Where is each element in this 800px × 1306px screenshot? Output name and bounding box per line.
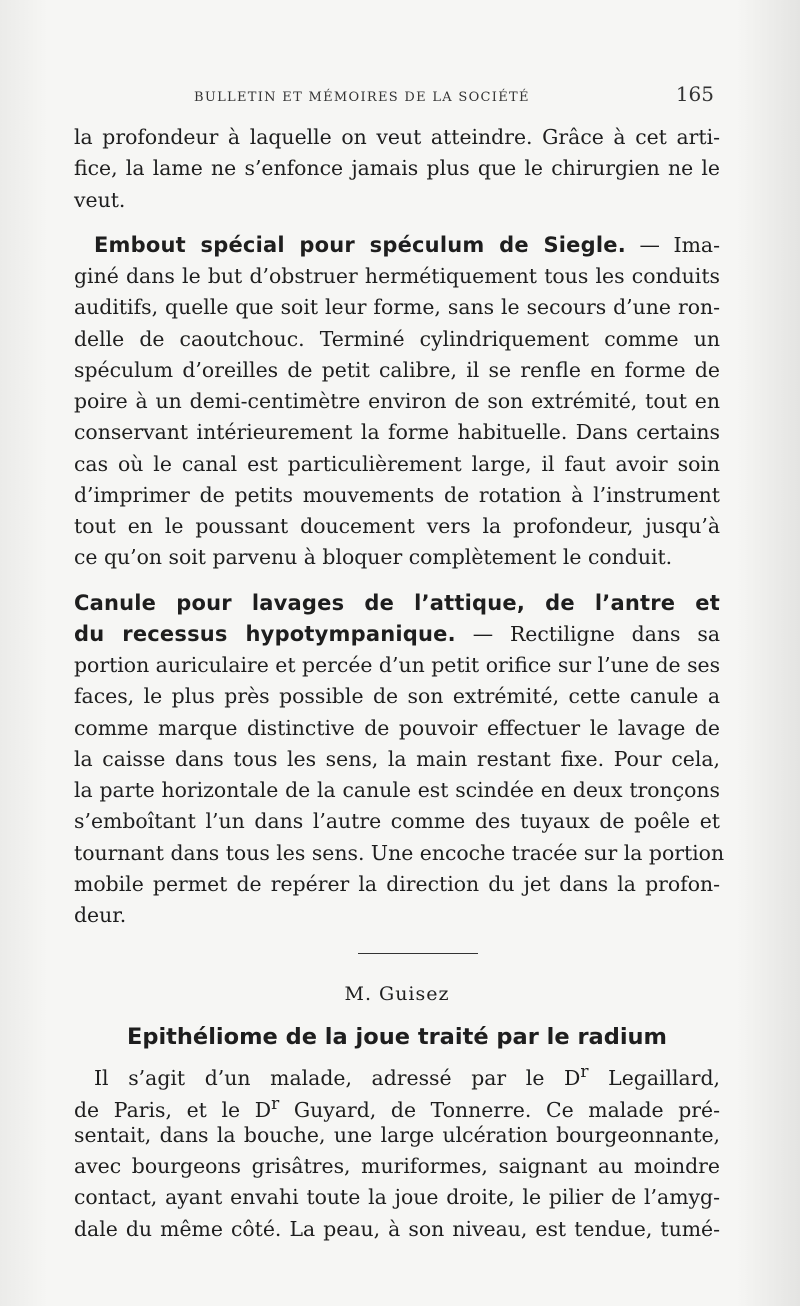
text-line: auditifs, quelle que soit leur forme, sans le secours d’une ron- [74, 295, 720, 320]
text-line: deur. [74, 903, 127, 927]
text-line: faces, le plus près possible de son extrémité, cette canule a [74, 684, 720, 709]
page-header [74, 82, 714, 112]
text-line: s’emboîtant l’un dans l’autre comme des tuyaux de poêle et [74, 809, 720, 834]
divider-rule [358, 953, 478, 954]
paragraph-canule [74, 588, 725, 932]
section-divider [74, 931, 720, 977]
text-line: d’imprimer de petits mouvements de rotation à l’instrument [74, 482, 720, 507]
text-line: spéculum d’oreilles de petit calibre, il se renfle en forme de [74, 357, 720, 382]
text-line: comme marque distinctive de pouvoir effectuer le lavage de [74, 715, 720, 740]
page-body [74, 122, 725, 1245]
text-run: Legaillard, [588, 1066, 720, 1091]
text-line: mobile permet de repérer la direction du jet dans la profon- [74, 871, 720, 896]
paragraph-epitheliome [74, 1057, 720, 1245]
paragraph-heading: Canule pour lavages de l’attique, de l’antre et [74, 590, 720, 615]
superscript: r [580, 1062, 589, 1083]
text-line: la parte horizontale de la canule est scindée en deux tronçons [74, 778, 720, 802]
text-line: delle de caoutchouc. Terminé cylindriquement comme un [74, 326, 720, 351]
text-run: — Ima- [625, 232, 720, 257]
text-line [74, 1089, 720, 1120]
text-line: avec bourgeons grisâtres, muriformes, saignant au moindre [74, 1154, 720, 1178]
text-line: portion auriculaire et percée d’un petit orifice sur l’une de ses [74, 653, 721, 677]
text-line: tout en le poussant doucement vers la profondeur, jusqu’à [74, 514, 720, 538]
text-run: Guyard, de Tonnerre. Ce malade pré- [279, 1097, 721, 1122]
text-line: giné dans le but d’obstruer hermétiquement tous les conduits [74, 264, 720, 288]
text-line [74, 1057, 720, 1091]
author-name: M. Guisez [344, 983, 450, 1006]
text-line: ce qu’on soit parvenu à bloquer complètement le conduit. [74, 545, 673, 570]
paragraph-heading: Embout spécial pour spéculum de Siegle. [94, 232, 626, 257]
text-line [74, 619, 720, 650]
text-line: la profondeur à laquelle on veut atteindre. Grâce à cet arti- [74, 125, 720, 149]
text-line: cas où le canal est particulièrement large, il faut avoir soin [74, 451, 720, 476]
text-line: la caisse dans tous les sens, la main restant fixe. Pour cela, [74, 746, 720, 771]
text-run: de Paris, et le D [74, 1097, 272, 1122]
text-line: contact, ayant envahi toute la joue droite, le pilier de l’amyg- [74, 1185, 720, 1210]
paragraph-heading-cont: du recessus hypotympanique. [74, 621, 456, 646]
text-line [74, 588, 720, 619]
text-line: sentait, dans la bouche, une large ulcération bourgeonnante, [74, 1122, 720, 1147]
section-title: Epithéliome de la joue traité par le radium [126, 1024, 668, 1051]
superscript: r [271, 1093, 280, 1114]
text-line: fice, la lame ne s’enfonce jamais plus que le chirurgien ne le [74, 156, 720, 181]
paragraph-embout [74, 230, 720, 574]
text-line: conservant intérieurement la forme habituelle. Dans certains [74, 420, 720, 445]
text-run: — Rectiligne dans sa [455, 621, 720, 646]
text-line: poire à un demi-centimètre environ de son extrémité, tout en [74, 389, 720, 413]
text-run: Il s’agit d’un malade, adressé par le D [94, 1066, 581, 1091]
paragraph-continuation [74, 122, 720, 216]
text-line: tournant dans tous les sens. Une encoche tracée sur la portion [74, 840, 725, 865]
page-number: 165 [675, 82, 714, 106]
running-title: BULLETIN ET MÉMOIRES DE LA SOCIÉTÉ [194, 90, 530, 105]
text-line: dale du même côté. La peau, à son niveau, est tendue, tumé- [74, 1216, 720, 1241]
text-line [74, 230, 720, 261]
text-line: veut. [74, 187, 126, 212]
